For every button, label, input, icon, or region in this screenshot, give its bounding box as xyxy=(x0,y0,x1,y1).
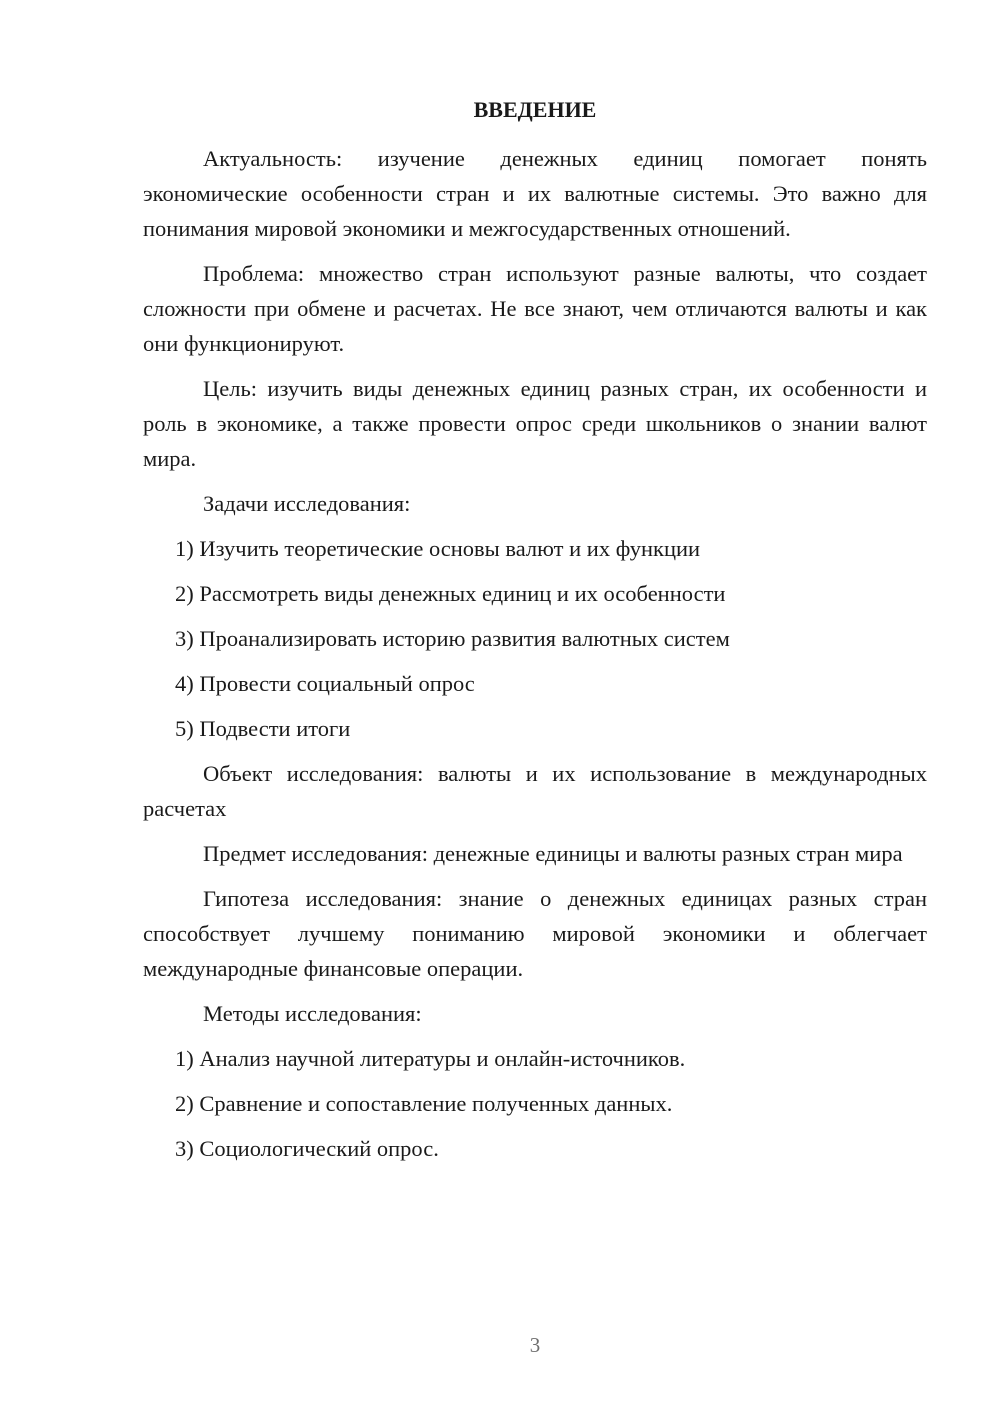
subject-paragraph: Предмет исследования: денежные единицы и валюты разных стран мира xyxy=(203,841,903,866)
task-item: 1) Изучить теоретические основы валют и их функции xyxy=(175,536,701,561)
object-paragraph: Объект исследования: валюты и их использование в международных расчетах xyxy=(143,761,927,821)
methods-list xyxy=(143,1041,927,1166)
page-content xyxy=(143,92,927,1176)
task-item: 4) Провести социальный опрос xyxy=(175,671,475,696)
method-item: 2) Сравнение и сопоставление полученных данных. xyxy=(175,1091,673,1116)
method-item: 3) Социологический опрос. xyxy=(175,1136,439,1161)
goal-paragraph: Цель: изучить виды денежных единиц разных стран, их особенности и роль в экономике, а также провести опрос среди школьников о знании валют мира. xyxy=(143,376,927,471)
page-title: ВВЕДЕНИЕ xyxy=(473,97,597,122)
tasks-heading: Задачи исследования: xyxy=(203,491,411,516)
task-item: 5) Подвести итоги xyxy=(175,716,351,741)
tasks-list xyxy=(143,531,927,746)
relevance-paragraph: Актуальность: изучение денежных единиц помогает понять экономические особенности стран и их валютные системы. Это важно для понимания мировой экономики и межгосударственных отношений. xyxy=(143,146,927,241)
method-item: 1) Анализ научной литературы и онлайн-источников. xyxy=(175,1046,686,1071)
hypothesis-paragraph: Гипотеза исследования: знание о денежных единицах разных стран способствует лучшему пониманию мировой экономики и облегчает международные финансовые операции. xyxy=(143,886,927,981)
task-item: 3) Проанализировать историю развития валютных систем xyxy=(175,626,730,651)
task-item: 2) Рассмотреть виды денежных единиц и их особенности xyxy=(175,581,726,606)
problem-paragraph: Проблема: множество стран используют разные валюты, что создает сложности при обмене и расчетах. Не все знают, чем отличаются валюты и как они функционируют. xyxy=(143,261,927,356)
methods-heading: Методы исследования: xyxy=(203,1001,422,1026)
page-number: 3 xyxy=(529,1333,541,1357)
